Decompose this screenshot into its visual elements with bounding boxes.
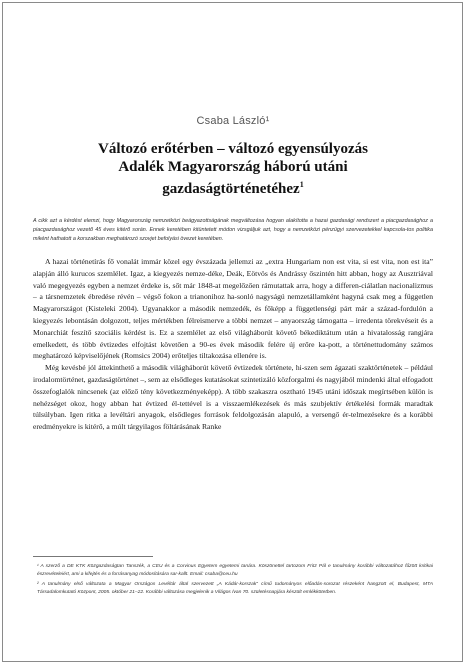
- footnote-rule: [33, 556, 153, 557]
- footnote-1: ¹ A szerző a DE KTK Közgazdaságtan Tanszék, a CEU és a Corvinus Egyetem egyetemi tanára. Köszönettel tartozom Fritz Pál e tanulmány korábbi változatához fűzött kritikai észrevételeiért, ami a kifejtés és a forrásanyag módosítására sar-kallt. Email: csaba@ceu.hu: [37, 564, 433, 577]
- abstract: A cikk azt a kérdést elemzi, hogy Magyarország nemzetközi beágyazottságának megváltozása hogyan alakította a hazai gazdasági rendszert a piacgazdasághoz a piacgazdasághoz vezető 45 éves kitérő során. Ennek keretében kitüntetett módon vizsgáljuk azt, hogy a nemzetközi pénzügyi szervezetekkel kapcsola-tos politika miként hathatott a korszakban meghatározó szovjet befolyási övezet keretében.: [33, 218, 433, 242]
- author-name: Csaba László¹: [196, 115, 270, 127]
- article-page: [33, 40, 433, 433]
- title-line-2: Adalék Magyarország háború utáni: [118, 159, 348, 175]
- footnote-2: ² A tanulmány első változata a Magyar Országos Levéltár által szervezett „A Kádár-korszak” című tudományos előadás-sorozat részeként hangzott el, Budapest, MTA Társadalomkutató Központ, 2005. október 21–22. Korábbi változása megjelenik a Világos Ívan 70. születésnapjára készült emlékkötetben.: [37, 582, 433, 595]
- article-title: [33, 140, 433, 198]
- paragraph-2: Még kevésbé jól áttekinthető a második világháborút követő évtizedek története, hi-szen sem ágazati szaktörténetek – például irodalomtörténet, gazdaságtörténet –, sem az elsődleges kutatásokat szintetizáló közforgalmi és nagyjából mindenki által elfogadott összefoglalók nincsenek (az előző tény következményeképp). A több szakaszra osztható 1945 utáni időszak megírtsében külön is nehézséget okoz, hogy abban hat évtized él-tettével is a visszaemlékezések és más szubjektív értékelési formák maradtak túlsúlyban. Igen ritka a levéltári anyagok, elsődleges források feldolgozásán alapuló, a versengő ér-telmezésekre és a korábbi eredményekre is kitérő, a múlt tárgyilagos föltárásának Ranke: [33, 363, 433, 432]
- title-footnote-mark: 1: [299, 180, 304, 189]
- body-text: [33, 256, 433, 433]
- title-line-1: Változó erőtérben – változó egyensúlyozás: [98, 141, 368, 157]
- title-line-3: [33, 176, 433, 198]
- title-line-3-text: gazdaságtörténetéhez: [162, 181, 300, 197]
- paragraph-1: A hazai történetírás fő vonalát immár közel egy évszázada jellemzi az „extra Hungariam non est vita, si est vita, non est ita” alapján álló kurucos szemlélet. Igaz, a kiegyezés nemze-déke, Deák, Eötvös és Andrássy őszintén hitt abban, hogy az Ausztriával való megegyezés egyben a nemzet érdeke is, sőt már 1848-at megelőzően rámutattak arra, hogy a differen-ciálatlan nacionalizmus – a társnemzetek ébredése révén – végső fokon a trianonihoz ha-sonló nagyságú nemzetállamként hagyná csak meg a független Magyarországot (Kisteleki 2004). Ugyanakkor a második nemzedék, és főképp a függetlenségi párt már a század-fordulón a kiegyezés lebontásán dolgozott, teljes mértékben félreismerve a többi nemzet – anyaország támogatta – irredenta törekvéseit és a Monarchiát feszítő szociális kérdést is. Ez a szemlélet az első világháborút követő békediktátum után a hivatalosság rangjára emelkedett, és több évtizedes elfojtást követően a 90-es évek második felére új erőre ka-pott, a történettudomány számos meghatározó képviselőjének (Romsics 2004) erőteljes tiltakozása ellenére is.: [33, 257, 433, 361]
- footnotes: [33, 556, 433, 599]
